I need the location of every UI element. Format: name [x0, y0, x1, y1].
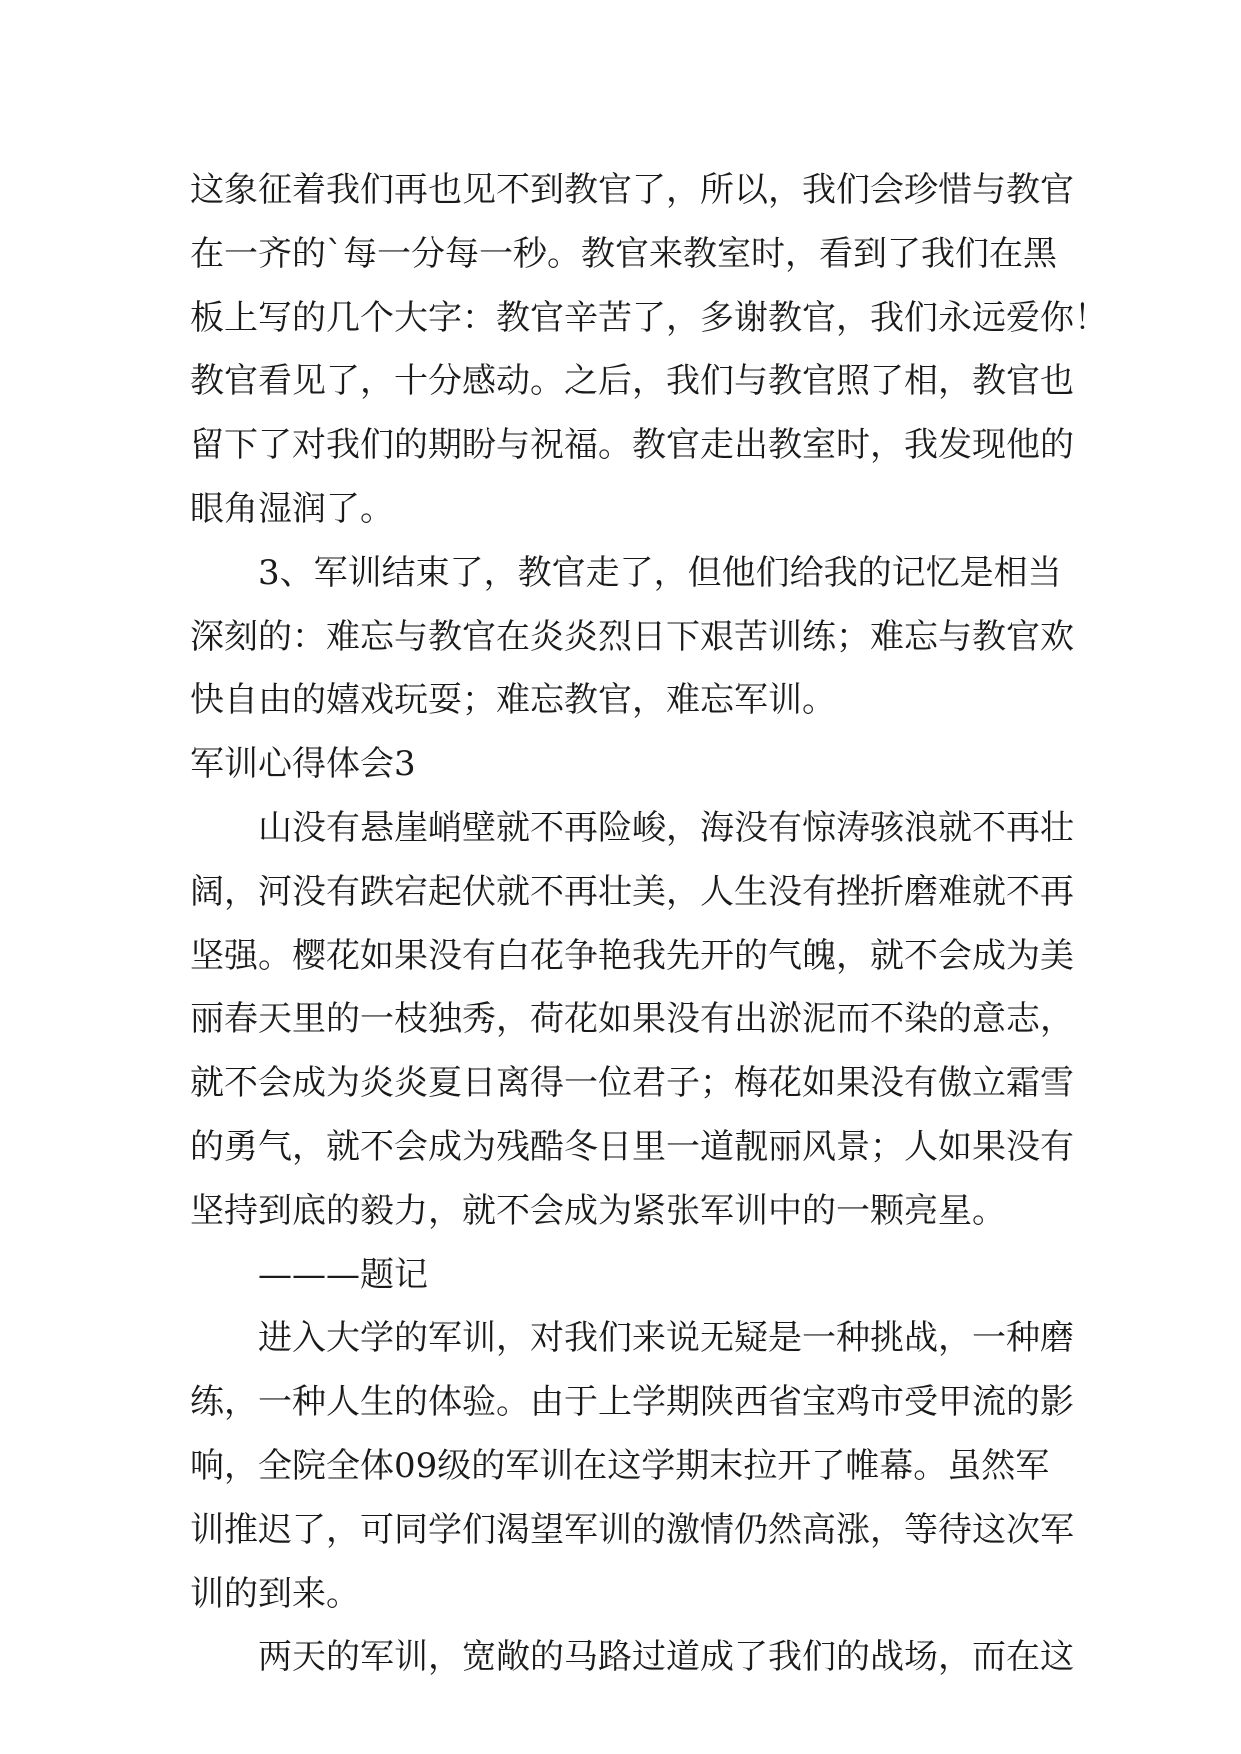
paragraph-line: 训推迟了，可同学们渴望军训的激情仍然高涨，等待这次军	[190, 1509, 1074, 1550]
paragraph-line: 山没有悬崖峭壁就不再险峻，海没有惊涛骇浪就不再壮	[258, 807, 1074, 848]
paragraph-line: 快自由的嬉戏玩耍；难忘教官，难忘军训。	[190, 680, 836, 721]
paragraph-line: 板上写的几个大字：教官辛苦了，多谢教官，我们永远爱你！	[190, 297, 1108, 338]
paragraph-line: 深刻的：难忘与教官在炎炎烈日下艰苦训练；难忘与教官欢	[190, 616, 1074, 657]
paragraph-line: 就不会成为炎炎夏日离得一位君子；梅花如果没有傲立霜雪	[190, 1063, 1074, 1104]
paragraph-line: 坚强。樱花如果没有白花争艳我先开的气魄，就不会成为美	[190, 935, 1074, 976]
document-body	[190, 159, 1108, 1690]
paragraph-line: 坚持到底的毅力，就不会成为紧张军训中的一颗亮星。	[190, 1190, 1006, 1231]
paragraph-line: 两天的军训，宽敞的马路过道成了我们的战场，而在这	[258, 1637, 1074, 1678]
paragraph-line: 进入大学的军训，对我们来说无疑是一种挑战，一种磨	[258, 1318, 1074, 1359]
paragraph-3	[190, 797, 1074, 1244]
paragraph-5	[190, 1626, 1074, 1690]
paragraph-line: 响，全院全体09级的军训在这学期末拉开了帷幕。虽然军	[190, 1445, 1050, 1486]
paragraph-line: 丽春天里的一枝独秀，荷花如果没有出淤泥而不染的意志，	[190, 999, 1074, 1040]
paragraph-1	[190, 159, 1108, 542]
paragraph-line: 在一齐的`每一分每一秒。教官来教室时，看到了我们在黑	[190, 233, 1057, 274]
paragraph-line: 3、军训结束了，教官走了，但他们给我的记忆是相当	[258, 552, 1062, 593]
section-heading: 军训心得体会3	[190, 744, 416, 785]
paragraph-line: 眼角湿润了。	[190, 488, 394, 529]
paragraph-4	[190, 1307, 1074, 1626]
paragraph-line: 这象征着我们再也见不到教官了，所以，我们会珍惜与教官	[190, 170, 1074, 210]
paragraph-line: 阔，河没有跌宕起伏就不再壮美，人生没有挫折磨难就不再	[190, 871, 1074, 912]
paragraph-line: 教官看见了，十分感动。之后，我们与教官照了相，教官也	[190, 361, 1074, 402]
paragraph-line: 的勇气，就不会成为残酷冬日里一道靓丽风景；人如果没有	[190, 1126, 1074, 1167]
paragraph-line: 训的到来。	[190, 1573, 360, 1614]
paragraph-line: 留下了对我们的期盼与祝福。教官走出教室时，我发现他的	[190, 425, 1074, 466]
paragraph-line: 练，一种人生的体验。由于上学期陕西省宝鸡市受甲流的影	[190, 1382, 1074, 1423]
paragraph-2	[190, 542, 1074, 733]
epigraph: ———题记	[258, 1254, 428, 1295]
